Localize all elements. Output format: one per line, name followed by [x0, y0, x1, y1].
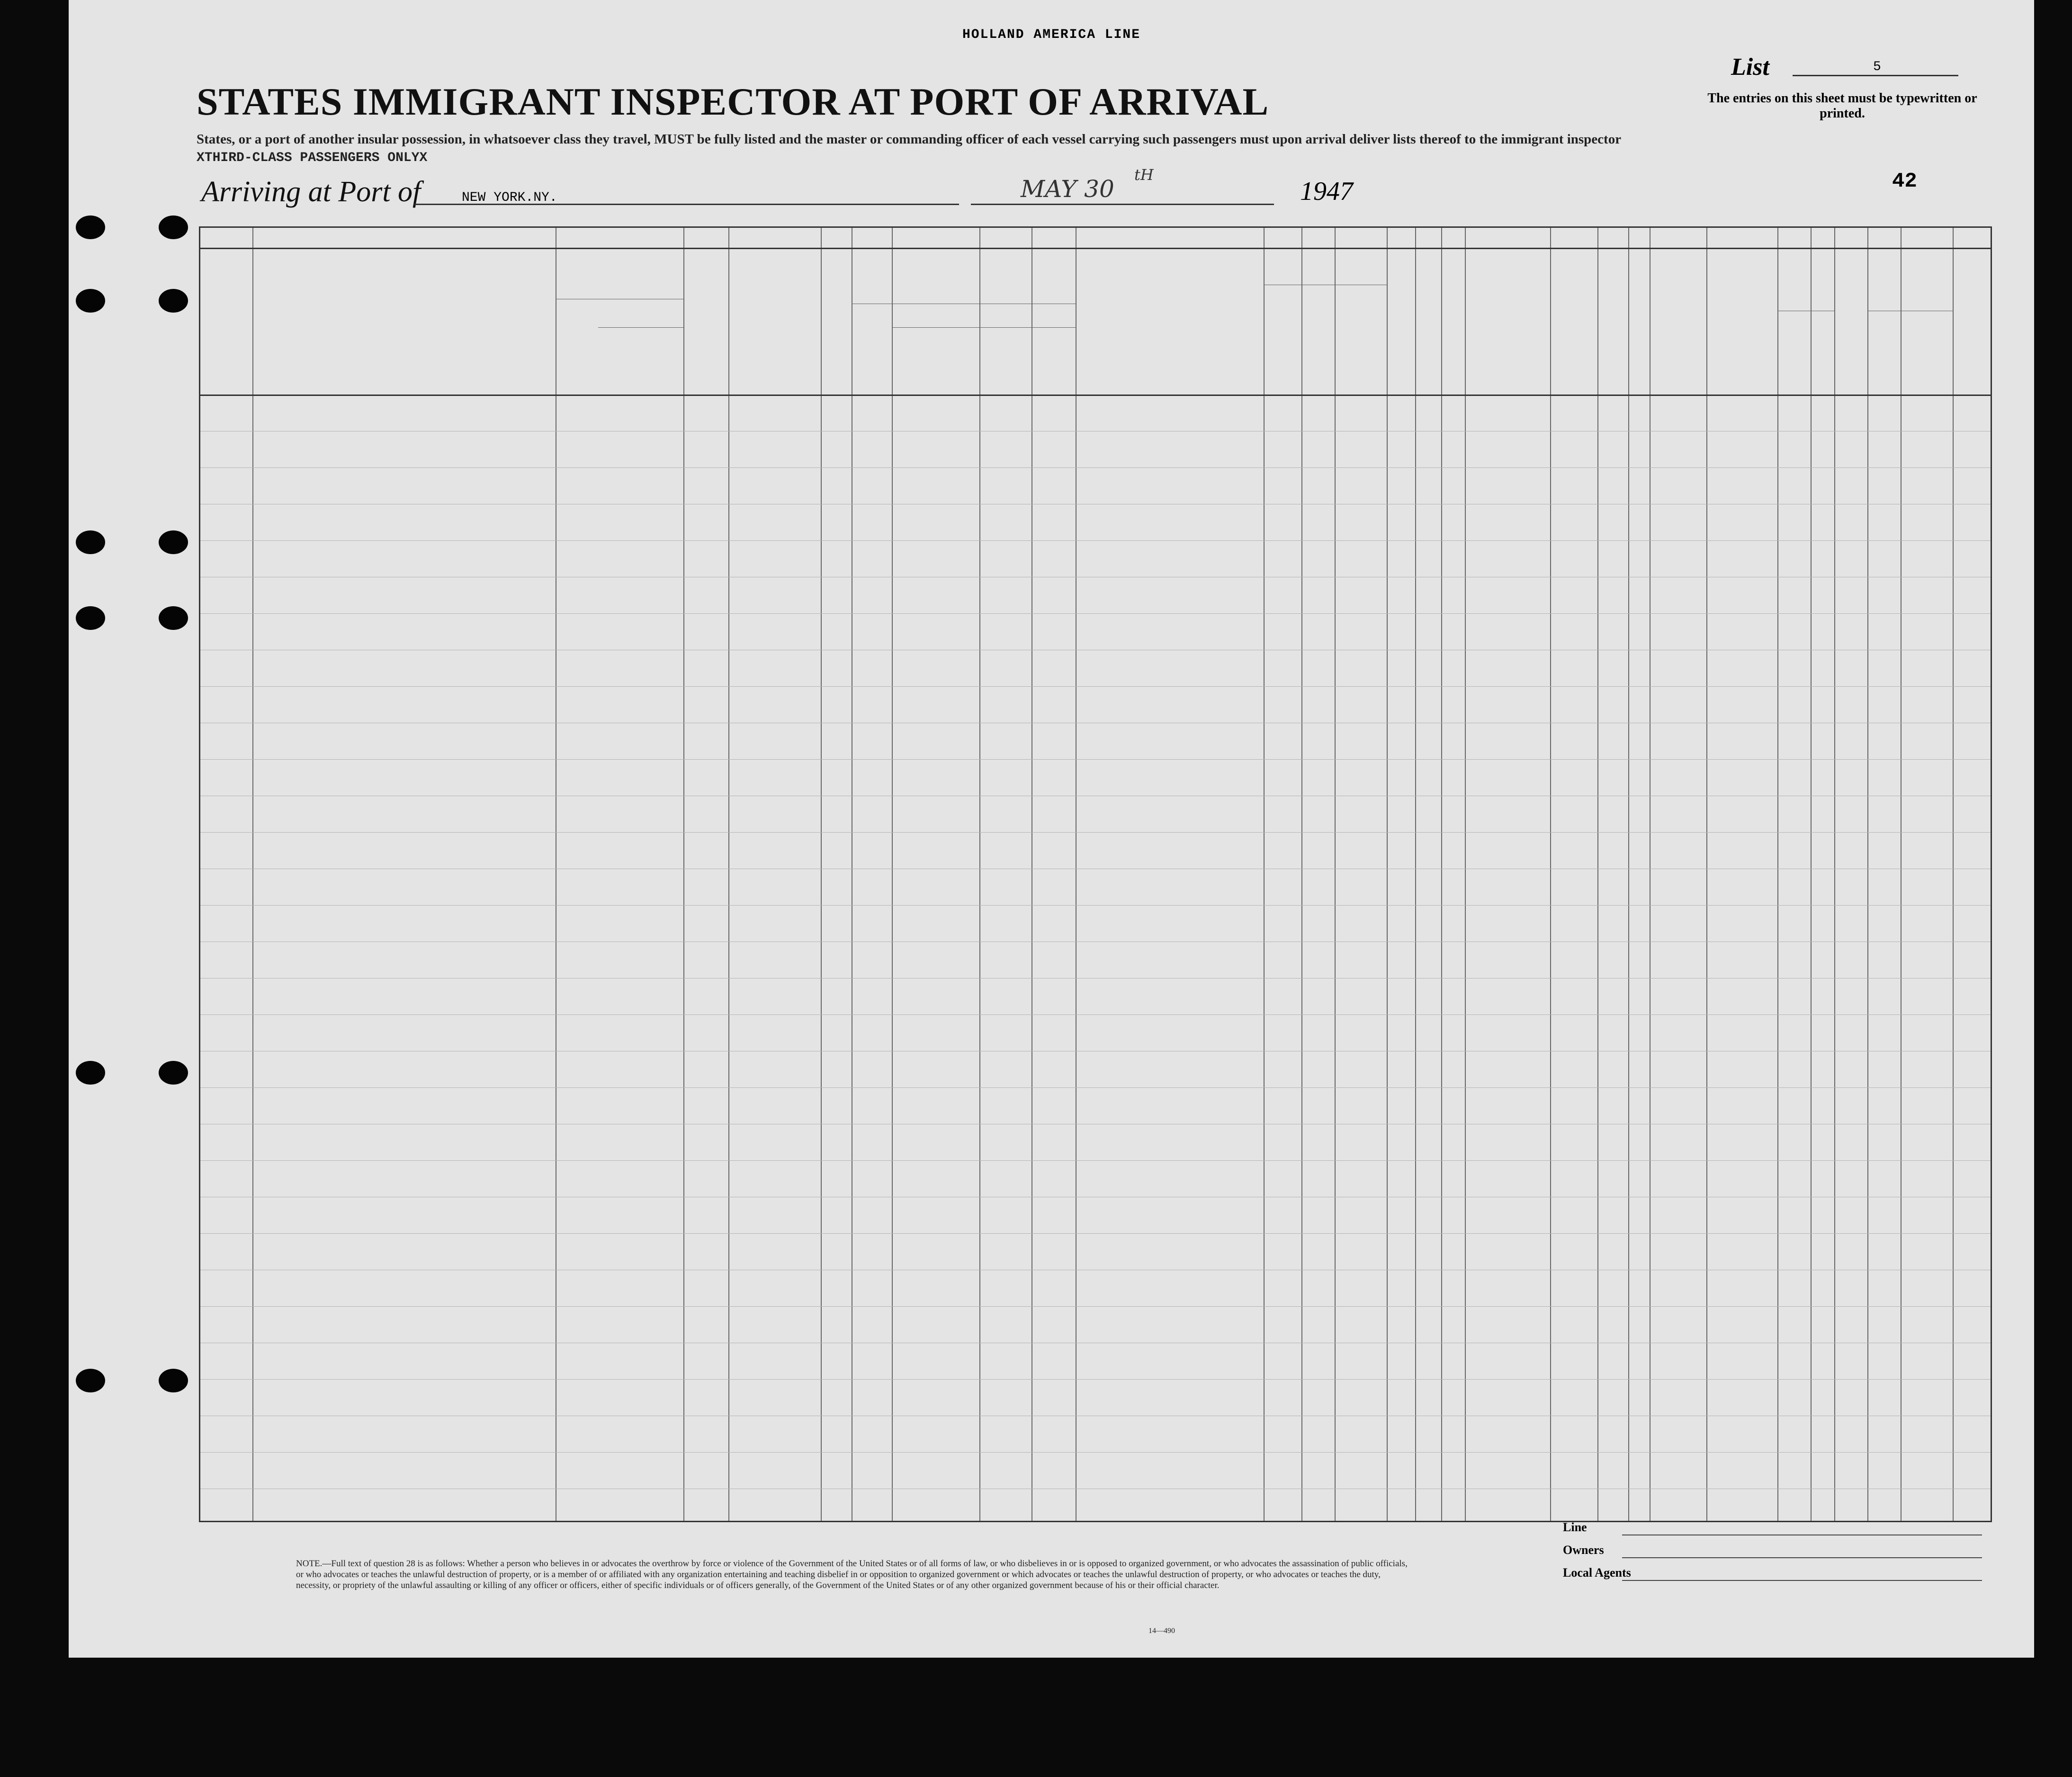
header-subdivider	[892, 327, 1076, 328]
row-divider	[200, 686, 1991, 687]
citizen-header	[1335, 285, 1387, 391]
form-title: STATES IMMIGRANT INSPECTOR AT PORT OF ARRIVAL	[197, 80, 1269, 123]
list-underline	[1793, 75, 1958, 76]
column-divider	[1387, 228, 1388, 1521]
column-divider	[1901, 228, 1902, 1521]
prison-header	[1387, 256, 1415, 391]
punch-hole	[159, 530, 188, 554]
deported-header	[1628, 256, 1650, 391]
column-divider	[1953, 228, 1954, 1521]
ticket-header	[683, 256, 728, 391]
punch-hole	[76, 289, 105, 313]
header-divider	[200, 248, 1991, 249]
punch-hole	[76, 1061, 105, 1085]
inches-header	[1811, 337, 1834, 391]
column-divider	[1597, 228, 1598, 1521]
row-divider	[200, 613, 1991, 614]
row-divider	[200, 1014, 1991, 1015]
header-divider	[200, 395, 1991, 396]
column-divider	[1465, 228, 1466, 1521]
year-value: 1947	[1300, 177, 1353, 206]
port-label: Arriving at Port of	[201, 176, 421, 208]
form-subtitle: States, or a port of another insular possession, in whatsoever class they travel, MUST be fully listed and the master or commanding officer of each vessel carrying such passengers must upon arrival deliver lists thereof to the immigrant inspector	[197, 132, 1622, 147]
column-divider	[1264, 228, 1265, 1521]
shipping-line-name: HOLLAND AMERICA LINE	[962, 27, 1141, 42]
punch-hole	[159, 289, 188, 313]
excluded-header	[1597, 256, 1628, 391]
punch-hole	[76, 606, 105, 630]
port-value: NEW YORK.NY.	[462, 190, 557, 205]
column-divider	[1550, 228, 1551, 1521]
column-divider	[1777, 228, 1778, 1521]
manifest-table	[199, 226, 1992, 1522]
money-header	[821, 256, 852, 391]
punch-hole	[159, 1369, 188, 1392]
date-underline	[971, 204, 1274, 205]
punch-hole	[76, 215, 105, 239]
column-divider	[683, 228, 684, 1521]
line-label: Line	[1563, 1520, 1587, 1534]
form-number: 14—490	[1148, 1627, 1175, 1635]
column-divider	[728, 228, 729, 1521]
row-divider	[200, 1452, 1991, 1453]
column-divider	[252, 228, 253, 1521]
column-divider	[979, 228, 980, 1521]
row-divider	[200, 1087, 1991, 1088]
punch-hole	[159, 606, 188, 630]
agents-label: Local Agents	[1563, 1566, 1631, 1580]
column-divider	[1834, 228, 1835, 1521]
punch-hole	[76, 530, 105, 554]
manifest-sheet	[69, 0, 2034, 1658]
footnote-q28: NOTE.—Full text of question 28 is as follows: Whether a person who believes in or advocates the overthrow by force or violence of the Government of the United States or of all forms of law, or who disbelieves in or is opposed to organized government, or who advocates the assassination of public officials, or who advocates or teaches the unlawful destruction of property, or is a member of or affiliated with any organization entertaining and teaching disbelief in or opposition to organized government or which advocates or teaches the unlawful destruction of property, or who advocates or teaches the duty, necessity, or propriety of the unlawful assaulting or killing of any officer or officers, either of specific individuals or of officers generally, of the Government of the United States or of any other organized government because of his or their official character.	[296, 1559, 1408, 1590]
date-value: MAY 30	[1021, 175, 1114, 203]
column-divider	[1335, 228, 1336, 1521]
class-line: XTHIRD-CLASS PASSENGERS ONLYX	[197, 151, 428, 165]
sheet-number: 42	[1892, 170, 1917, 193]
column-divider	[1415, 228, 1416, 1521]
row-divider	[200, 1160, 1991, 1161]
header-subdivider	[598, 327, 683, 328]
typewritten-note: The entries on this sheet must be typewritten or printed.	[1707, 91, 1977, 121]
column-divider	[821, 228, 822, 1521]
row-divider	[200, 905, 1991, 906]
row-divider	[200, 467, 1991, 468]
punch-hole	[159, 215, 188, 239]
punch-hole	[159, 1061, 188, 1085]
return-header	[1264, 285, 1301, 391]
list-value: 5	[1873, 60, 1881, 74]
agents-underline	[1622, 1580, 1982, 1581]
owners-label: Owners	[1563, 1543, 1604, 1557]
column-divider	[1706, 228, 1707, 1521]
row-divider	[200, 759, 1991, 760]
offer-header	[1550, 256, 1597, 391]
length-header	[1301, 285, 1335, 391]
row-divider	[200, 1233, 1991, 1234]
anarchist-header	[1441, 256, 1465, 391]
feet-header	[1777, 337, 1811, 391]
list-label: List	[1731, 54, 1769, 81]
q28-header	[1465, 256, 1550, 391]
column-divider	[1301, 228, 1302, 1521]
polygamist-header	[1415, 256, 1441, 391]
column-divider	[1867, 228, 1868, 1521]
date-superscript: tH	[1134, 166, 1154, 184]
column-divider	[1441, 228, 1442, 1521]
row-divider	[200, 1306, 1991, 1307]
row-divider	[200, 1379, 1991, 1380]
row-divider	[200, 832, 1991, 833]
column-divider	[1628, 228, 1629, 1521]
owners-underline	[1622, 1557, 1982, 1558]
column-divider	[1811, 228, 1812, 1521]
punch-hole	[76, 1369, 105, 1392]
row-divider	[200, 540, 1991, 541]
column-divider	[892, 228, 893, 1521]
